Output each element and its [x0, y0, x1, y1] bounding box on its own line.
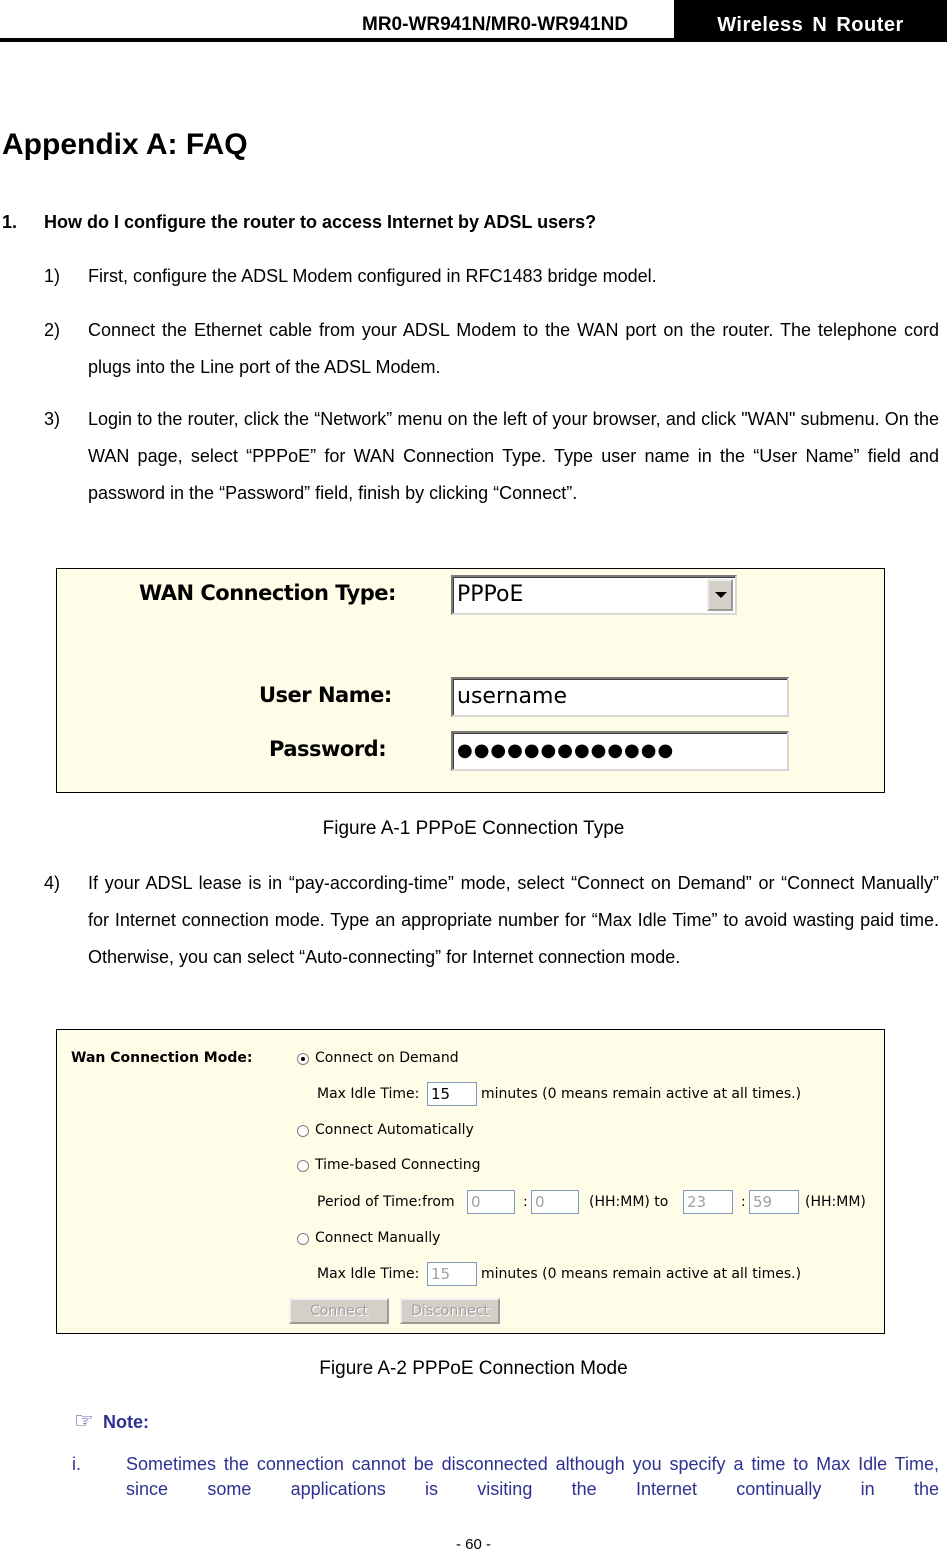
- password-value: ●●●●●●●●●●●●●: [457, 740, 675, 761]
- radio-connect-manually[interactable]: [297, 1233, 309, 1245]
- from-minute-input[interactable]: 0: [531, 1190, 579, 1214]
- figure-1-caption: Figure A-1 PPPoE Connection Type: [322, 818, 625, 839]
- connect-on-demand-label: Connect on Demand: [315, 1050, 459, 1066]
- username-value: username: [457, 684, 567, 709]
- connect-manually-label: Connect Manually: [315, 1230, 441, 1246]
- step-text: Login to the router, click the “Network” menu on the left of your browser, and click "WAN" submenu. On the WAN page, select “PPPoE” for WAN Connection Type. Type user name in the “User Name” field and password in the “Password” field, finish by clicking “Connect”.: [88, 409, 939, 503]
- hhmm-to-label: (HH:MM) to: [589, 1194, 669, 1210]
- page-title: Appendix A: FAQ: [2, 128, 248, 161]
- step-2: [44, 312, 939, 386]
- time-colon-1: :: [523, 1194, 528, 1210]
- header-rule: [0, 38, 947, 42]
- connect-button[interactable]: Connect: [289, 1298, 389, 1324]
- faq-question: [2, 212, 902, 233]
- question-text: How do I configure the router to access Internet by ADSL users?: [44, 212, 597, 232]
- step-text: If your ADSL lease is in “pay-according-time” mode, select “Connect on Demand” or “Connect Manually” for Internet connection mode. Type an appropriate number for “Max Idle Time” to avoid wasting paid time. Otherwise, you can select “Auto-connecting” for Internet connection mode.: [88, 873, 939, 967]
- password-label: Password:: [269, 737, 387, 761]
- page-number: - 60 -: [455, 1536, 491, 1553]
- note-item: [72, 1452, 939, 1502]
- step-number: 1): [44, 266, 61, 286]
- username-input[interactable]: [451, 677, 789, 717]
- figure-2-caption: Figure A-2 PPPoE Connection Mode: [319, 1358, 628, 1379]
- time-colon-2: :: [741, 1194, 746, 1210]
- question-number: 1.: [2, 212, 18, 232]
- wan-mode-label: Wan Connection Mode:: [71, 1050, 253, 1066]
- header-model: MR0-WR941N/MR0-WR941ND: [362, 14, 629, 35]
- time-based-label: Time-based Connecting: [315, 1157, 481, 1173]
- step-number: 3): [44, 409, 61, 429]
- step-text: First, configure the ADSL Modem configured in RFC1483 bridge model.: [88, 266, 657, 286]
- step-number: 4): [44, 873, 61, 893]
- max-idle-label-2: Max Idle Time:: [317, 1266, 420, 1282]
- hhmm-label: (HH:MM): [805, 1194, 866, 1210]
- from-hour-input[interactable]: 0: [467, 1190, 515, 1214]
- to-hour-input[interactable]: 23: [683, 1190, 733, 1214]
- step-4: [44, 865, 939, 976]
- wan-type-label: WAN Connection Type:: [139, 581, 396, 605]
- minutes-note-1: minutes (0 means remain active at all times.): [481, 1086, 802, 1102]
- radio-connect-automatically[interactable]: [297, 1125, 309, 1137]
- disconnect-button[interactable]: Disconnect: [400, 1298, 500, 1324]
- step-text: Connect the Ethernet cable from your ADSL Modem to the WAN port on the router. The telephone cord plugs into the Line port of the ADSL Modem.: [88, 320, 939, 377]
- period-label: Period of Time:from: [317, 1194, 455, 1210]
- header-product-tab: Wireless N Router: [674, 0, 947, 40]
- figure-pppoe-connection-mode: [56, 1029, 885, 1334]
- note-item-number: i.: [72, 1454, 81, 1474]
- figure-pppoe-connection-type: [56, 568, 885, 793]
- password-input[interactable]: [451, 731, 789, 771]
- connect-automatically-label: Connect Automatically: [315, 1122, 474, 1138]
- note-label: Note:: [103, 1412, 149, 1432]
- max-idle-label-1: Max Idle Time:: [317, 1086, 420, 1102]
- wan-type-value: PPPoE: [457, 582, 524, 607]
- chevron-down-icon[interactable]: [707, 579, 733, 611]
- pointing-hand-icon: ☞: [74, 1408, 94, 1433]
- step-1: [44, 258, 939, 295]
- wan-type-select[interactable]: [451, 575, 737, 615]
- radio-connect-on-demand[interactable]: [297, 1053, 309, 1065]
- max-idle-input-2[interactable]: 15: [427, 1262, 477, 1286]
- note-item-text: Sometimes the connection cannot be disconnected although you specify a time to Max Idle Time, since some applications is visiting the Internet continually in the: [126, 1454, 939, 1499]
- to-minute-input[interactable]: 59: [749, 1190, 799, 1214]
- max-idle-input-1[interactable]: 15: [427, 1082, 477, 1106]
- minutes-note-2: minutes (0 means remain active at all times.): [481, 1266, 802, 1282]
- username-label: User Name:: [259, 683, 392, 707]
- radio-time-based[interactable]: [297, 1160, 309, 1172]
- step-number: 2): [44, 320, 61, 340]
- step-3: [44, 401, 939, 512]
